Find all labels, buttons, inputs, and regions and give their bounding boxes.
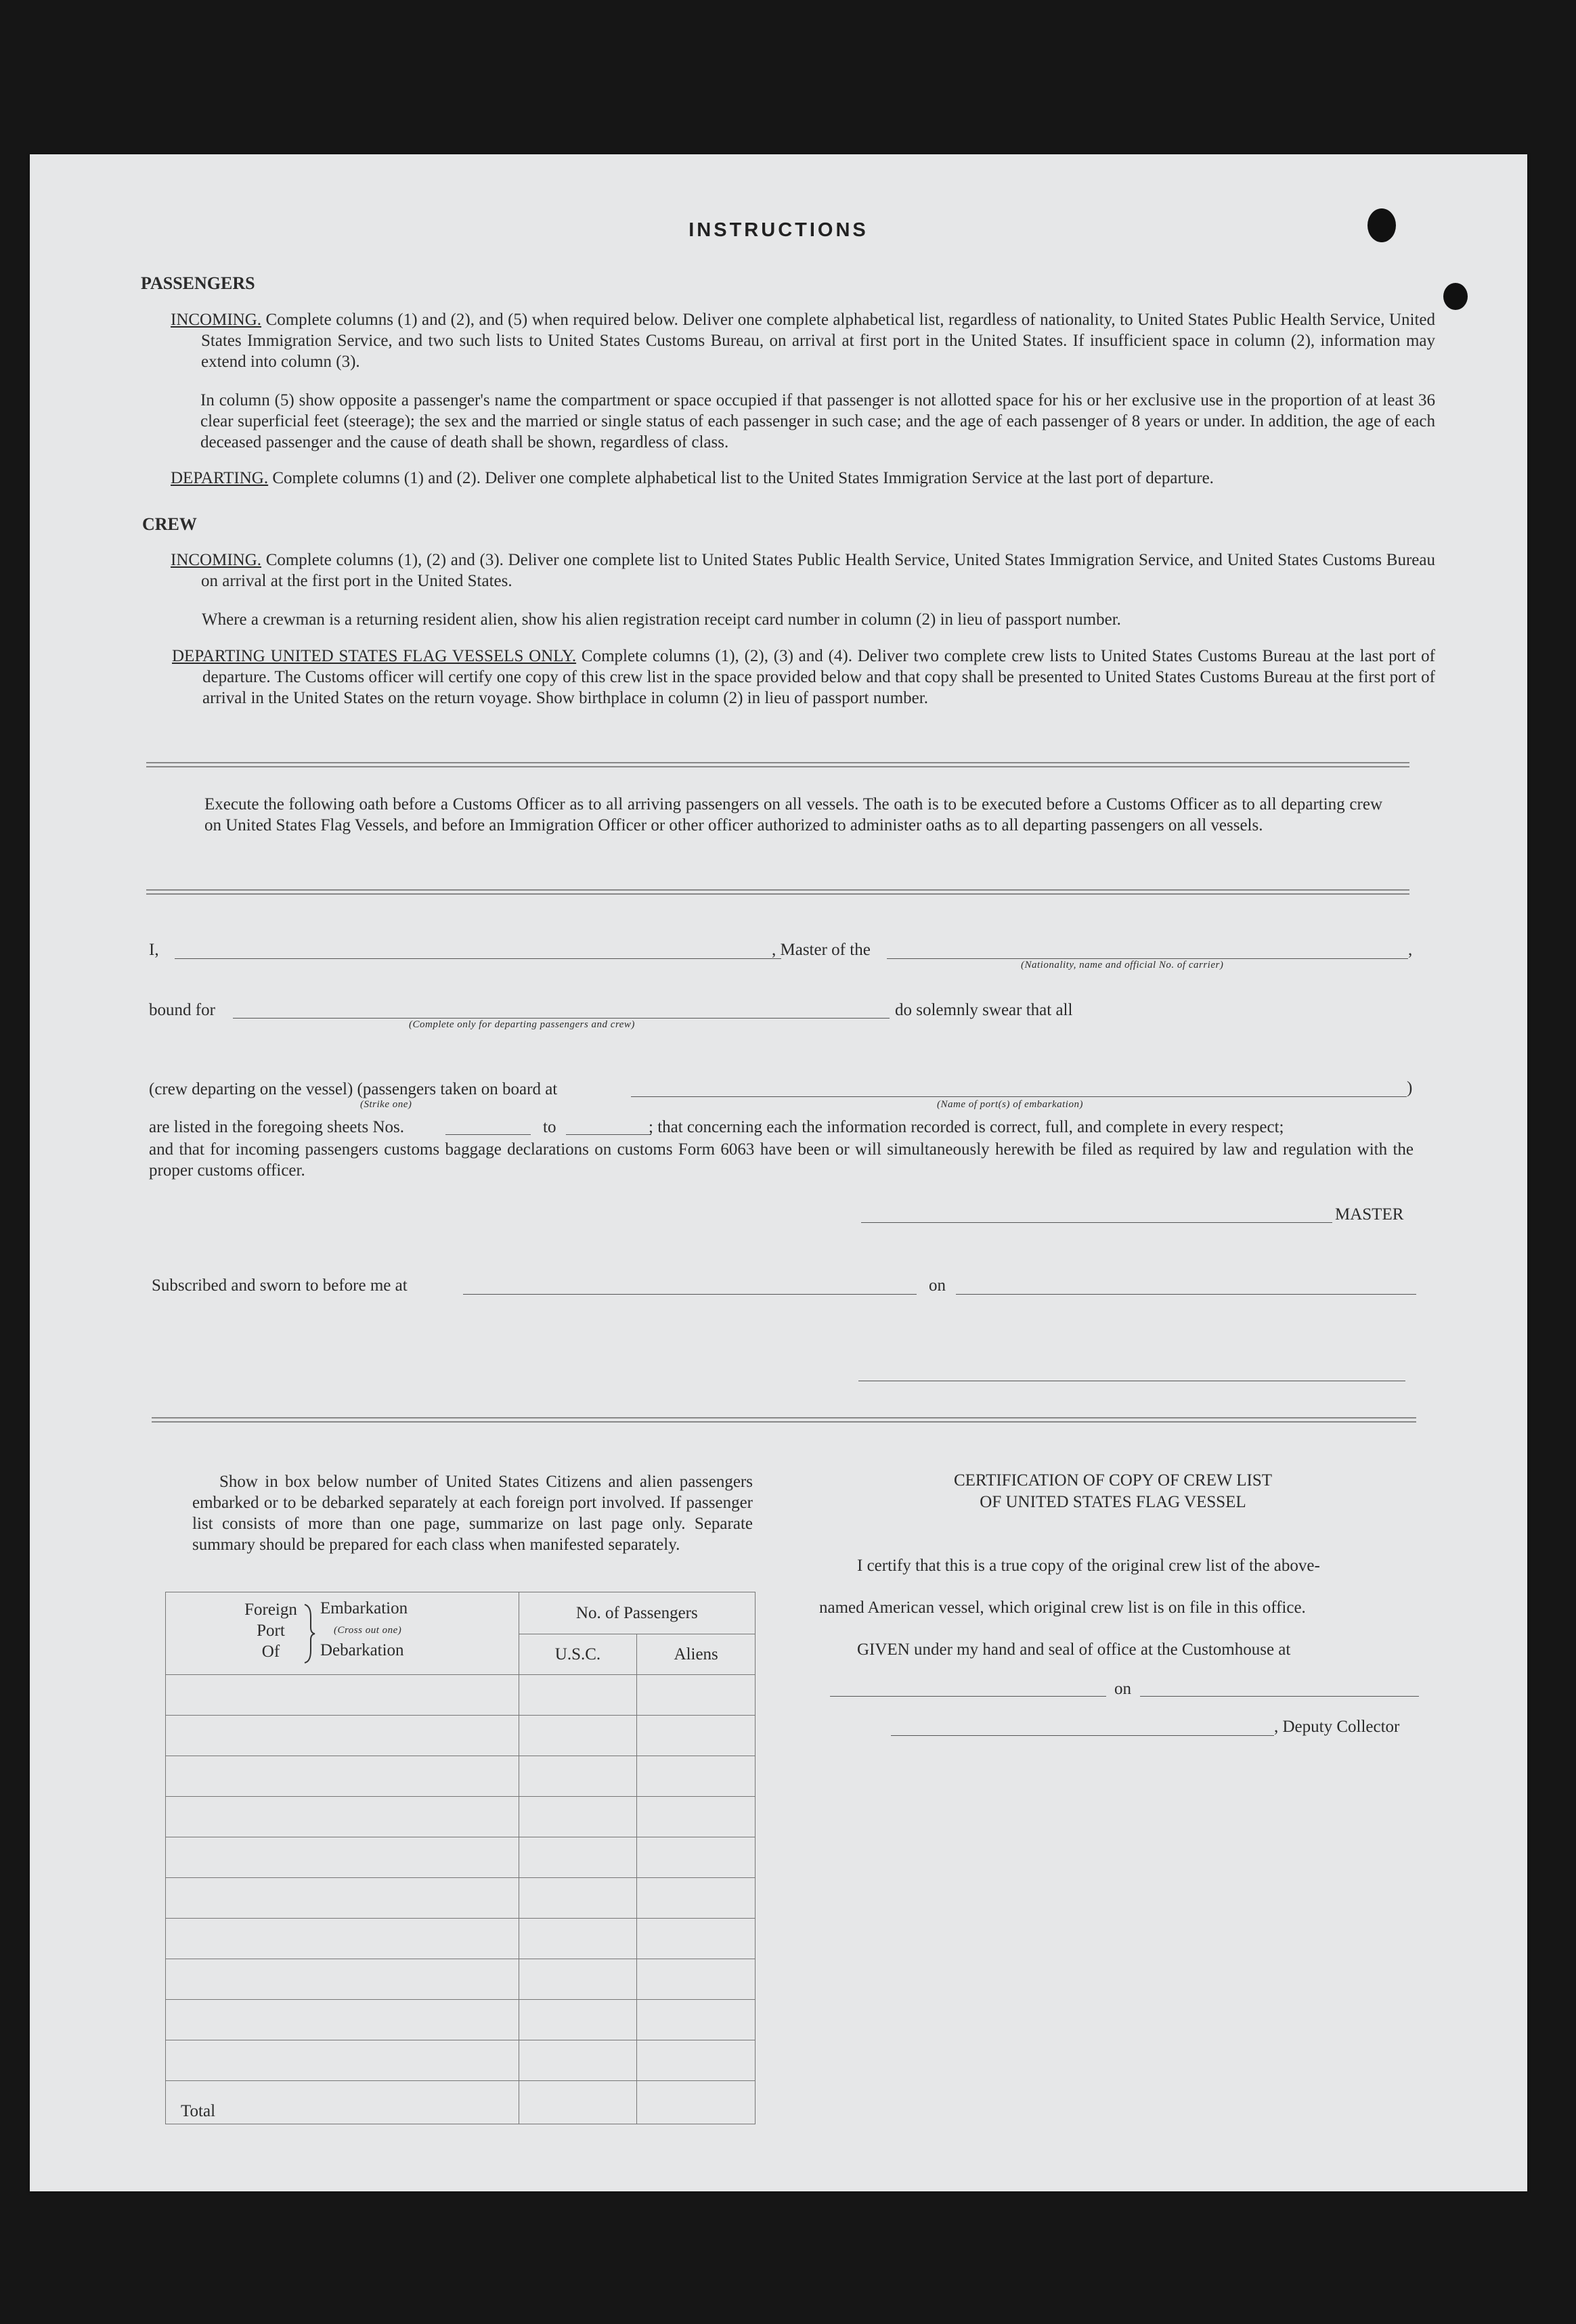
aliens-cell[interactable]: [637, 1797, 756, 1837]
page-title: INSTRUCTIONS: [688, 219, 869, 241]
document-page: [30, 154, 1527, 2191]
usc-cell[interactable]: [519, 2040, 637, 2081]
carrier-caption: (Nationality, name and official No. of carrier): [1021, 960, 1224, 970]
aliens-cell[interactable]: [637, 2040, 756, 2081]
usc-cell[interactable]: [519, 1878, 637, 1919]
sheet-to-field[interactable]: [566, 1134, 651, 1135]
usc-header: U.S.C.: [519, 1634, 637, 1675]
aliens-total-cell[interactable]: [637, 2081, 756, 2124]
usc-cell[interactable]: [519, 1919, 637, 1959]
table-row: [166, 1797, 756, 1837]
passengers-incoming-label: INCOMING.: [171, 311, 262, 329]
port-field[interactable]: [631, 1096, 1407, 1097]
port-cell[interactable]: [166, 1716, 519, 1756]
crew-departing: [172, 646, 1435, 709]
table-row: [166, 2000, 756, 2040]
swear-text: do solemnly swear that all: [895, 1001, 1073, 1019]
brace-icon: [303, 1603, 316, 1664]
usc-cell[interactable]: [519, 1756, 637, 1797]
table-row: [166, 1959, 756, 2000]
crew-heading: CREW: [142, 514, 197, 534]
embarkation-label: Embarkation: [320, 1599, 408, 1617]
port-cell[interactable]: [166, 1878, 519, 1919]
master-of-label: , Master of the: [772, 941, 871, 959]
port-cell[interactable]: [166, 1837, 519, 1878]
statement-rest: ; that concerning each the information recorded is correct, full, and complete in every respect;: [649, 1118, 1284, 1136]
usc-cell[interactable]: [519, 1716, 637, 1756]
sheet-from-field[interactable]: [445, 1134, 531, 1135]
usc-total-cell[interactable]: [519, 2081, 637, 2124]
crew-departing-label: DEPARTING UNITED STATES FLAG VESSELS ONLY.: [172, 647, 577, 665]
close-paren: ): [1407, 1079, 1413, 1097]
master-name-field[interactable]: [175, 958, 781, 959]
aliens-cell[interactable]: [637, 1959, 756, 2000]
aliens-cell[interactable]: [637, 1716, 756, 1756]
certification-heading-2: OF UNITED STATES FLAG VESSEL: [980, 1493, 1246, 1511]
port-header-cell: [166, 1592, 519, 1675]
port-caption: (Name of port(s) of embarkation): [937, 1099, 1083, 1110]
table-row: [166, 2040, 756, 2081]
listed-in-label: are listed in the foregoing sheets Nos.: [149, 1118, 404, 1136]
customhouse-field[interactable]: [830, 1696, 1106, 1697]
deputy-signature-field[interactable]: [891, 1735, 1274, 1736]
total-label: Total: [166, 2081, 519, 2124]
table-row: [166, 1756, 756, 1797]
table-row: [166, 1837, 756, 1878]
debarkation-label: Debarkation: [320, 1641, 404, 1659]
divider: [146, 889, 1409, 895]
port-cell[interactable]: [166, 2000, 519, 2040]
port-label: Port: [257, 1622, 285, 1640]
passengers-incoming-text: Complete columns (1) and (2), and (5) when required below. Deliver one complete alphabetical list, regardless of nationality, to United States Public Health Service, United States Immigration Service, and two such lists to United States Customs Bureau, on arrival at first port in the United States. If insufficient space in column (2), information may extend into column (3).: [201, 311, 1435, 371]
table-row: [166, 1716, 756, 1756]
passenger-summary-table: [165, 1592, 756, 2124]
crew-incoming: [171, 550, 1435, 591]
sworn-place-field[interactable]: [463, 1294, 917, 1295]
usc-cell[interactable]: [519, 1837, 637, 1878]
master-label: MASTER: [1335, 1205, 1404, 1224]
foreign-label: Foreign: [244, 1601, 297, 1619]
strike-caption: (Strike one): [360, 1099, 412, 1110]
port-cell[interactable]: [166, 1756, 519, 1797]
certification-line-2: named American vessel, which original crew list is on file in this office.: [819, 1599, 1306, 1617]
port-cell[interactable]: [166, 2040, 519, 2081]
aliens-cell[interactable]: [637, 1837, 756, 1878]
subscribed-label: Subscribed and sworn to before me at: [152, 1276, 408, 1295]
ink-blot: [1443, 283, 1468, 310]
aliens-cell[interactable]: [637, 1756, 756, 1797]
table-row: [166, 1675, 756, 1716]
bound-for-field[interactable]: [233, 1018, 890, 1019]
passengers-departing-label: DEPARTING.: [171, 469, 269, 487]
port-cell[interactable]: [166, 1919, 519, 1959]
aliens-cell[interactable]: [637, 2000, 756, 2040]
passengers-heading: PASSENGERS: [141, 273, 255, 293]
deputy-collector-label: , Deputy Collector: [1274, 1718, 1400, 1736]
comma: ,: [1408, 941, 1413, 959]
of-label: Of: [261, 1643, 280, 1661]
table-row: [166, 1919, 756, 1959]
crew-departing-text-line: (crew departing on the vessel) (passengers taken on board at: [149, 1080, 558, 1098]
carrier-field[interactable]: [887, 958, 1408, 959]
certification-on-label: on: [1114, 1680, 1131, 1698]
usc-cell[interactable]: [519, 1959, 637, 2000]
summary-instruction: Show in box below number of United States Citizens and alien passengers embarked or to be debarked separately at each foreign port involved. If passenger list consists of more than one page, summarize on last page only. Separate summary should be prepared for each class when manifested separately.: [192, 1473, 753, 1554]
total-row: [166, 2081, 756, 2124]
sworn-date-field[interactable]: [956, 1294, 1416, 1295]
table-row: [166, 1878, 756, 1919]
divider: [146, 762, 1409, 767]
certification-heading-1: CERTIFICATION OF COPY OF CREW LIST: [953, 1471, 1273, 1490]
oath-i-label: I,: [149, 941, 159, 959]
port-cell[interactable]: [166, 1675, 519, 1716]
crew-incoming-text: Complete columns (1), (2) and (3). Deliver one complete list to United States Public Health Service, United States Immigration Service, and United States Customs Bureau on arrival at the first port in the United States.: [201, 551, 1435, 590]
passengers-incoming: [171, 309, 1435, 372]
aliens-cell[interactable]: [637, 1878, 756, 1919]
passengers-departing: [171, 468, 1435, 489]
passengers-column5: In column (5) show opposite a passenger's name the compartment or space occupied if that passenger is not allotted space for his or her exclusive use in the proportion of at least 36 clear superficial feet (steerage); the sex and the married or single status of each passenger in such case; and the age of each passenger of 8 years or under. In addition, the age of each deceased passenger and the cause of death shall be shown, regardless of class.: [200, 391, 1435, 451]
crew-departing-text: Complete columns (1), (2), (3) and (4). Deliver two complete crew lists to United States Customs Bureau at the last port of departure. The Customs officer will certify one copy of this crew list in the space provided below and that copy shall be presented to United States Customs Bureau at the first port of arrival in the United States on the return voyage. Show birthplace in column (2) in lieu of passport number.: [202, 647, 1436, 707]
crew-resident: Where a crewman is a returning resident alien, show his alien registration receipt card number in column (2) in lieu of passport number.: [202, 610, 1121, 629]
port-cell[interactable]: [166, 1797, 519, 1837]
passengers-departing-text: Complete columns (1) and (2). Deliver one complete alphabetical list to the United States Immigration Service at the last port of departure.: [272, 469, 1214, 487]
statement-cont: and that for incoming passengers customs baggage declarations on customs Form 6063 have been or will simultaneously herewith be filed as required by law and regulation with the proper customs officer.: [149, 1140, 1414, 1180]
sworn-on-label: on: [929, 1276, 946, 1295]
bound-caption: (Complete only for departing passengers and crew): [409, 1019, 635, 1030]
usc-cell[interactable]: [519, 1675, 637, 1716]
master-signature-field[interactable]: [861, 1222, 1332, 1223]
certification-date-field[interactable]: [1140, 1696, 1419, 1697]
crew-incoming-label: INCOMING.: [171, 551, 262, 569]
usc-cell[interactable]: [519, 1797, 637, 1837]
cross-out-caption: (Cross out one): [334, 1625, 402, 1636]
divider: [152, 1417, 1416, 1423]
to-label: to: [543, 1118, 556, 1136]
certification-line-1: I certify that this is a true copy of the original crew list of the above-: [857, 1557, 1320, 1575]
oath-instruction: Execute the following oath before a Customs Officer as to all arriving passengers on all vessels. The oath is to be executed before a Customs Officer as to all departing crew on United States Flag Vessels, and before an Immigration Officer or other officer authorized to administer oaths as to all departing passengers on all vessels.: [204, 795, 1382, 834]
no-of-passengers-header: No. of Passengers: [519, 1592, 755, 1634]
aliens-cell[interactable]: [637, 1675, 756, 1716]
certification-line-3: GIVEN under my hand and seal of office at the Customhouse at: [857, 1640, 1291, 1659]
port-cell[interactable]: [166, 1959, 519, 2000]
aliens-cell[interactable]: [637, 1919, 756, 1959]
usc-cell[interactable]: [519, 2000, 637, 2040]
bound-for-label: bound for: [149, 1001, 215, 1019]
aliens-header: Aliens: [637, 1634, 756, 1675]
foreign-port-of: [240, 1599, 301, 1662]
